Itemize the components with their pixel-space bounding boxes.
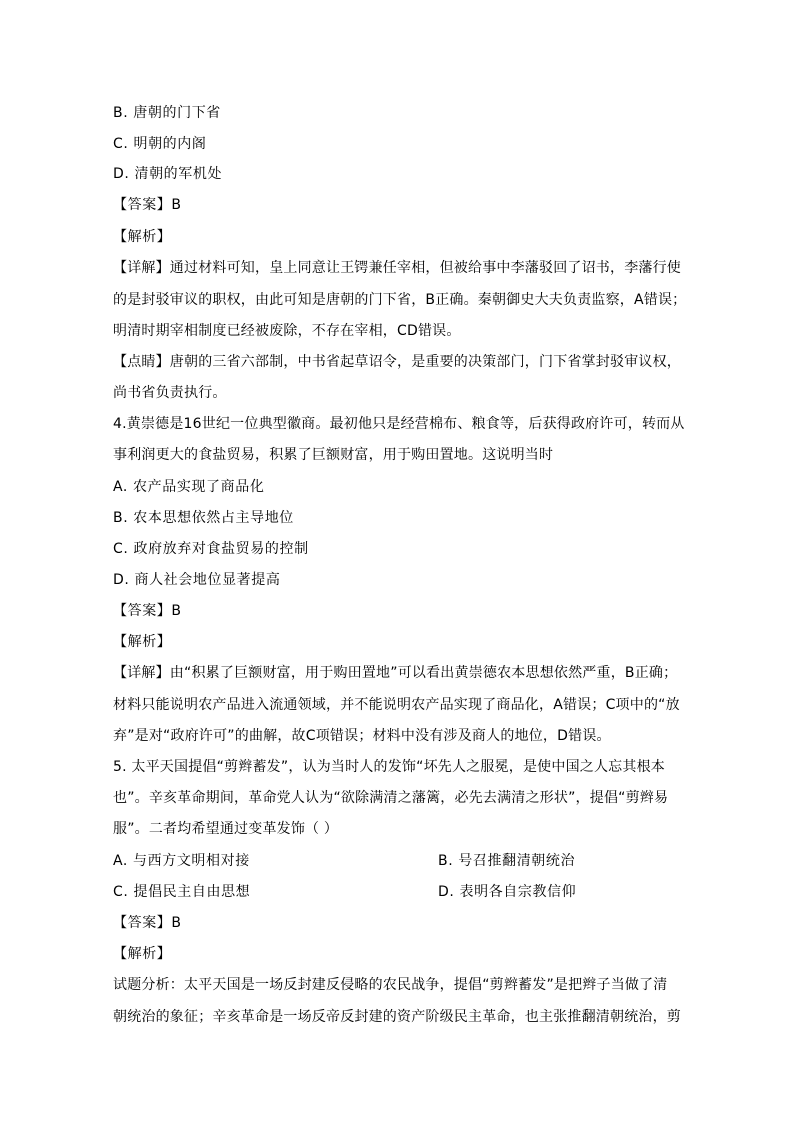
q4-option-a: A. 农产品实现了商品化	[113, 479, 265, 495]
q4-detail-line: 材料只能说明农产品进入流通领域，并不能说明农产品实现了商品化，A错误；C项中的“放	[113, 697, 680, 713]
q3-detail-line: 明清时期宰相制度已经被废除，不存在宰相，CD错误。	[113, 323, 461, 339]
q5-stem-line: 服”。二者均希望通过变革发饰（ ）	[113, 821, 339, 837]
q4-stem-line: 事利润更大的食盐贸易，积累了巨额财富，用于购田置地。这说明当时	[113, 447, 554, 463]
q3-option-c: C. 明朝的内阁	[113, 136, 207, 152]
q4-analysis-title: 【解析】	[113, 634, 172, 650]
q4-stem-line: 4.黄崇德是16世纪一位典型徽商。最初他只是经营棉布、粮食等，后获得政府许可，转而从	[113, 416, 685, 432]
q3-tip-line: 尚书省负责执行。	[113, 385, 227, 401]
q3-detail-line: 【详解】通过材料可知，皇上同意让王锷兼任宰相，但被给事中李藩驳回了诏书，李藩行使	[113, 260, 681, 276]
q5-analysis-line: 试题分析：太平天国是一场反封建反侵略的农民战争，提倡“剪辫蓄发”是把辫子当做了清	[113, 977, 668, 993]
q5-answer: 【答案】B	[113, 915, 182, 931]
q4-option-d: D. 商人社会地位显著提高	[113, 572, 281, 588]
q4-detail-line: 【详解】由“积累了巨额财富，用于购田置地”可以看出黄崇德农本思想依然严重，B正确；	[113, 665, 678, 681]
q3-answer: 【答案】B	[113, 197, 182, 213]
q5-analysis-line: 朝统治的象征；辛亥革命是一场反帝反封建的资产阶级民主革命，也主张推翻清朝统治，剪	[113, 1009, 681, 1025]
q3-tip-line: 【点睛】唐朝的三省六部制，中书省起草诏令，是重要的决策部门，门下省掌封驳审议权，	[113, 354, 681, 370]
q3-option-d: D. 清朝的军机处	[113, 166, 223, 182]
q4-option-c: C. 政府放弃对食盐贸易的控制	[113, 541, 309, 557]
q5-option-d: D. 表明各自宗教信仰	[438, 884, 577, 900]
q5-option-a: A. 与西方文明相对接	[113, 853, 250, 869]
q3-detail-line: 的是封驳审议的职权，由此可知是唐朝的门下省，B正确。秦朝御史大夫负责监察，A错误；	[113, 292, 687, 308]
q5-option-b: B. 号召推翻清朝统治	[438, 853, 576, 869]
q5-stem-line: 5. 太平天国提倡“剪辫蓄发”，认为当时人的发饰“坏先人之服冕，是使中国之人忘其根本	[113, 759, 665, 775]
q3-option-b: B. 唐朝的门下省	[113, 105, 221, 121]
q4-detail-line: 弃”是对“政府许可”的曲解，故C项错误；材料中没有涉及商人的地位，D错误。	[113, 728, 611, 744]
q5-analysis-title: 【解析】	[113, 946, 172, 962]
q5-stem-line: 也”。辛亥革命期间，革命党人认为“欲除满清之藩篱，必先去满清之形状”，提倡“剪辫易	[113, 790, 669, 806]
q5-option-c: C. 提倡民主自由思想	[113, 884, 251, 900]
q4-option-b: B. 农本思想依然占主导地位	[113, 510, 294, 526]
q3-analysis-title: 【解析】	[113, 229, 172, 245]
q4-answer: 【答案】B	[113, 603, 182, 619]
